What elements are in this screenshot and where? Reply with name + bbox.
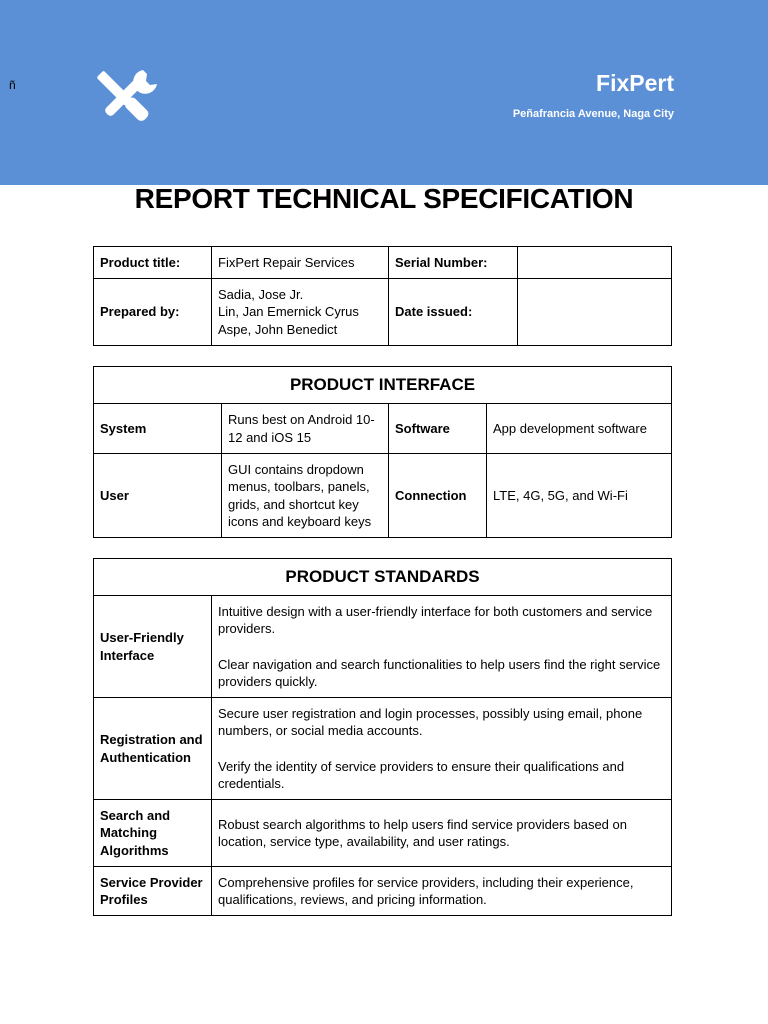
table-row [94, 867, 672, 916]
product-standards-table [93, 558, 672, 916]
table-row [94, 800, 672, 867]
author-name: Lin, Jan Emernick Cyrus [218, 304, 359, 320]
standard-paragraph: Intuitive design with a user-friendly interface for both customers and service providers. [218, 603, 653, 636]
standard-paragraph: Secure user registration and login processes, possibly using email, phone numbers, or social media accounts. [218, 705, 643, 738]
product-title-label: Product title: [94, 247, 212, 279]
user-label: User [94, 454, 222, 538]
standard-paragraph: Clear navigation and search functionalities to help users find the right service providers quickly. [218, 656, 661, 689]
standard-description [212, 867, 672, 916]
product-standards-heading: PRODUCT STANDARDS [94, 559, 672, 596]
interface-row [94, 404, 672, 454]
info-row [94, 247, 672, 279]
connection-value: LTE, 4G, 5G, and Wi-Fi [487, 454, 672, 538]
system-value: Runs best on Android 10-12 and iOS 15 [222, 404, 389, 454]
table-row [94, 698, 672, 800]
header-banner [0, 0, 768, 185]
company-name: FixPert [596, 70, 674, 96]
standard-label: Service Provider Profiles [94, 867, 212, 916]
serial-number-label: Serial Number: [389, 247, 518, 279]
table-row [94, 596, 672, 698]
prepared-by-value [212, 279, 389, 346]
tools-icon [91, 68, 159, 132]
product-info-table [93, 246, 672, 346]
standard-label: Search and Matching Algorithms [94, 800, 212, 867]
date-issued-label: Date issued: [389, 279, 518, 346]
standard-description [212, 698, 672, 800]
product-interface-heading: PRODUCT INTERFACE [94, 367, 672, 404]
standard-paragraph: Robust search algorithms to help users find service providers based on location, service type, availability, and user ratings. [218, 816, 627, 849]
date-issued-value [518, 279, 672, 346]
standard-description [212, 596, 672, 698]
product-title-value: FixPert Repair Services [212, 247, 389, 279]
standard-paragraph: Comprehensive profiles for service providers, including their experience, qualifications, reviews, and pricing information. [218, 874, 634, 907]
table-header-row [94, 559, 672, 596]
author-name: Sadia, Jose Jr. [218, 286, 304, 302]
standard-description [212, 800, 672, 867]
company-address: Peñafrancia Avenue, Naga City [512, 108, 674, 120]
software-value: App development software [487, 404, 672, 454]
system-label: System [94, 404, 222, 454]
product-interface-table [93, 366, 672, 538]
standard-paragraph: Verify the identity of service providers to ensure their qualifications and credentials. [218, 758, 625, 791]
document-title: REPORT TECHNICAL SPECIFICATION [134, 183, 634, 214]
table-header-row [94, 367, 672, 404]
stray-character: ñ [9, 78, 16, 92]
standard-label: User-Friendly Interface [94, 596, 212, 698]
user-value: GUI contains dropdown menus, toolbars, panels, grids, and shortcut key icons and keyboard keys [222, 454, 389, 538]
info-row [94, 279, 672, 346]
prepared-by-label: Prepared by: [94, 279, 212, 346]
interface-row [94, 454, 672, 538]
standard-label: Registration and Authentication [94, 698, 212, 800]
author-name: Aspe, John Benedict [218, 321, 338, 337]
software-label: Software [389, 404, 487, 454]
serial-number-value [518, 247, 672, 279]
connection-label: Connection [389, 454, 487, 538]
